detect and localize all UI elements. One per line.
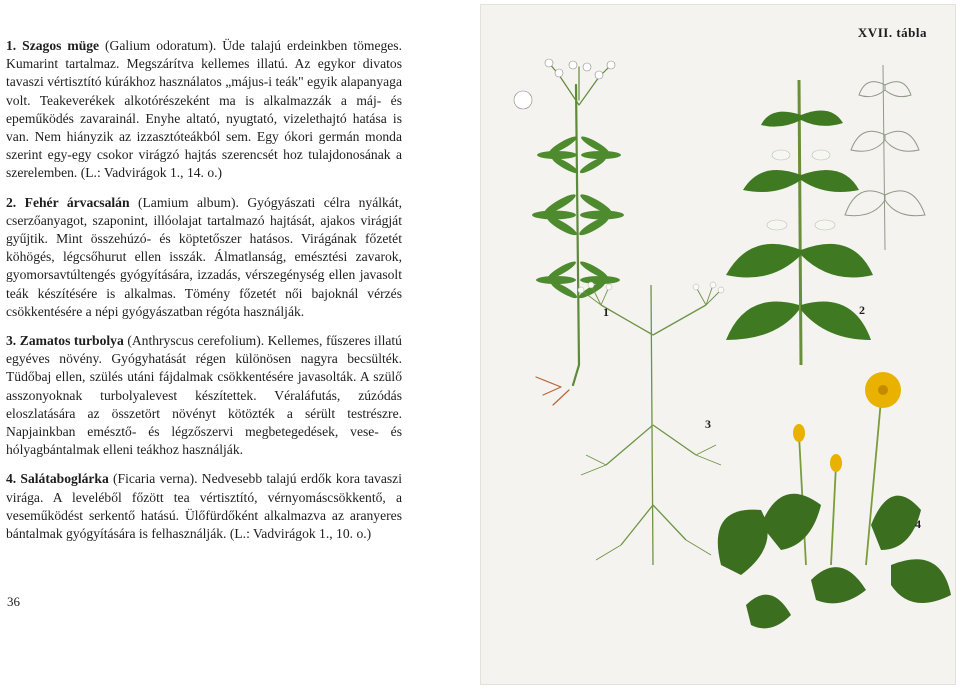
entry-ficaria [6, 470, 402, 543]
entry-number: 2. [6, 194, 17, 210]
figure-label: 4 [915, 517, 921, 531]
figure-label: 2 [859, 303, 865, 317]
page-number: 36 [7, 594, 20, 609]
lamium-illustration [726, 65, 925, 365]
plate-title: XVII. tábla [857, 25, 927, 40]
entry-title: Zamatos turbolya [19, 333, 124, 349]
galium-illustration [514, 59, 624, 405]
anthriscus-illustration [578, 282, 724, 565]
entry-body: (Lamium album). Gyógyászati célra nyálkát, cserzőanyagot, szaponint, illóolajat tartalmazó hajtását, ajakos virágját gyűjtik. Mint összehúzó- és köptetőszer hatásos. Virágának főzetét köhögés, légcsőhurut ellen isszák. Álmatlanság, emésztési zavarok, gyomorsavtúltengés gyógyítására, izzadás, vérszegénység ellen javasolt teák készítésére is alkalmas. Tömény főzetét női bajoknál vérzés csökkentésére a népi gyógyászatban régóta használják. [6, 194, 403, 319]
entry-number: 1. [6, 38, 17, 53]
ficaria-illustration [718, 372, 951, 628]
figure-label: 3 [705, 417, 711, 431]
botanical-plate [480, 4, 956, 685]
entry-body: (Galium odoratum). Üde talajú erdeinkben tömeges. Kumarint tartalmaz. Megszárítva kellemes illatú. Az egykor divatos tavaszi vértisztító kúrákhoz használatos „május-i teák" egyik alapanyaga volt. Teakeverékek alkotórészeként ma is alkalmazzák a máj- és epeműködés zavarainál. Enyhe altató, nyugtató, vizelethajtó hatása is van. Nem hiányzik az izzasztóteákból sem. Egy ókori germán monda szerint egy-egy csokor virágzó hajtás szerencsét hoz tulajdonosának a szerelemben. (L.: Vadvirágok 1., 14. o.) [6, 38, 402, 181]
plant-illustration [481, 5, 957, 686]
entry-body: (Anthryscus cerefolium). Kellemes, fűszeres illatú egyéves növény. Gyógyhatását régen különösen nagyra becsülték. Tüdőbaj ellen, szülés utáni fájdalmak csökkentésére javasolták. A szülő asszonyoknak turbolyalevest készítettek. Véraláfutás, zúzódás eloszlatására az összetört növényt kötözték a sérült testrészre. Napjainkban emésztő- és légzőszervi megbetegedések, vese- és hólyagbántalmak elleni teákhoz használják. [6, 333, 402, 458]
figure-label: 1 [603, 305, 609, 319]
entry-galium [6, 37, 402, 183]
entry-title: Fehér árvacsalán [24, 194, 130, 210]
text-column [6, 37, 402, 543]
entry-number: 3. [6, 333, 17, 349]
entry-anthriscus [6, 332, 402, 459]
entry-body: (Ficaria verna). Nedvesebb talajú erdők kora tavaszi virága. A leveléből főzött tea vértisztító, vérnyomáscsökkentő, a veseműködést serkentő hatású. Ülőfürdőként alkalmazva az aranyeres bántalmak gyógyítására is felhasználják. (L.: Vadvirágok 1., 10. o.) [6, 471, 402, 542]
entry-number: 4. [6, 471, 17, 487]
entry-title: Szagos müge [22, 38, 100, 53]
entry-lamium [6, 194, 402, 321]
entry-title: Salátaboglárka [20, 471, 109, 487]
